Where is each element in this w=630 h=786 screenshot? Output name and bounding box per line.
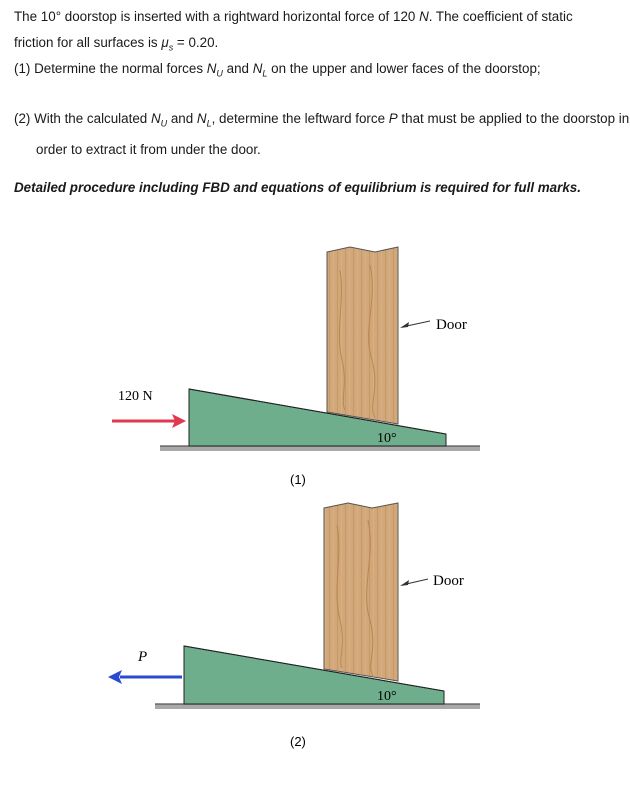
doorstop-wedge-1	[189, 389, 446, 446]
q2-text-3: that must be applied to the doorstop in order to extract it from under the door.	[36, 111, 630, 157]
unit-n: N	[419, 9, 429, 24]
q1-and: and	[222, 61, 253, 76]
nl-symbol: N	[252, 61, 263, 76]
door-label-2: Door	[433, 573, 464, 589]
q2-text: (2) With the calculated	[14, 111, 151, 126]
mu-symbol: μ	[161, 35, 169, 50]
q1-text-2: on the upper and lower faces of the doorstop;	[267, 61, 541, 76]
intro-text: The 10° doorstop is inserted with a rightward horizontal force of 120	[14, 9, 420, 24]
angle-label-1: 10°	[377, 431, 397, 446]
door-2	[324, 503, 398, 681]
intro-text-2: . The coefficient of static friction for all surfaces is	[14, 9, 573, 50]
door-label-1: Door	[436, 317, 467, 333]
force-label-120n: 120 N	[118, 389, 153, 404]
nu-symbol: N	[150, 111, 161, 126]
force-label-p: P	[138, 649, 148, 665]
nl-subscript: L	[206, 118, 212, 129]
q2-and: and	[167, 111, 197, 126]
ground-1	[160, 446, 480, 451]
q1-text: (1) Determine the normal forces	[14, 61, 207, 76]
force-arrowhead-2	[108, 670, 122, 684]
caption-1: (1)	[290, 472, 306, 487]
q2-text-2: , determine the leftward force	[211, 111, 389, 126]
angle-label-2: 10°	[377, 689, 397, 704]
doorstop-wedge-2	[184, 646, 444, 704]
nl-symbol: N	[196, 111, 207, 126]
marking-note: Detailed procedure including FBD and equations of equilibrium is required for full marks.	[14, 180, 581, 195]
nu-symbol: N	[206, 61, 217, 76]
nu-subscript: U	[160, 118, 168, 129]
caption-2: (2)	[290, 734, 306, 749]
nu-subscript: U	[216, 68, 223, 79]
figure-1	[112, 247, 480, 487]
figure-2	[108, 503, 480, 749]
p-symbol: P	[388, 111, 398, 126]
intro-text-3: = 0.20.	[173, 35, 219, 50]
mu-subscript: s	[168, 42, 174, 53]
ground-2	[155, 704, 480, 709]
door-1	[327, 247, 398, 424]
nl-subscript: L	[262, 68, 268, 79]
